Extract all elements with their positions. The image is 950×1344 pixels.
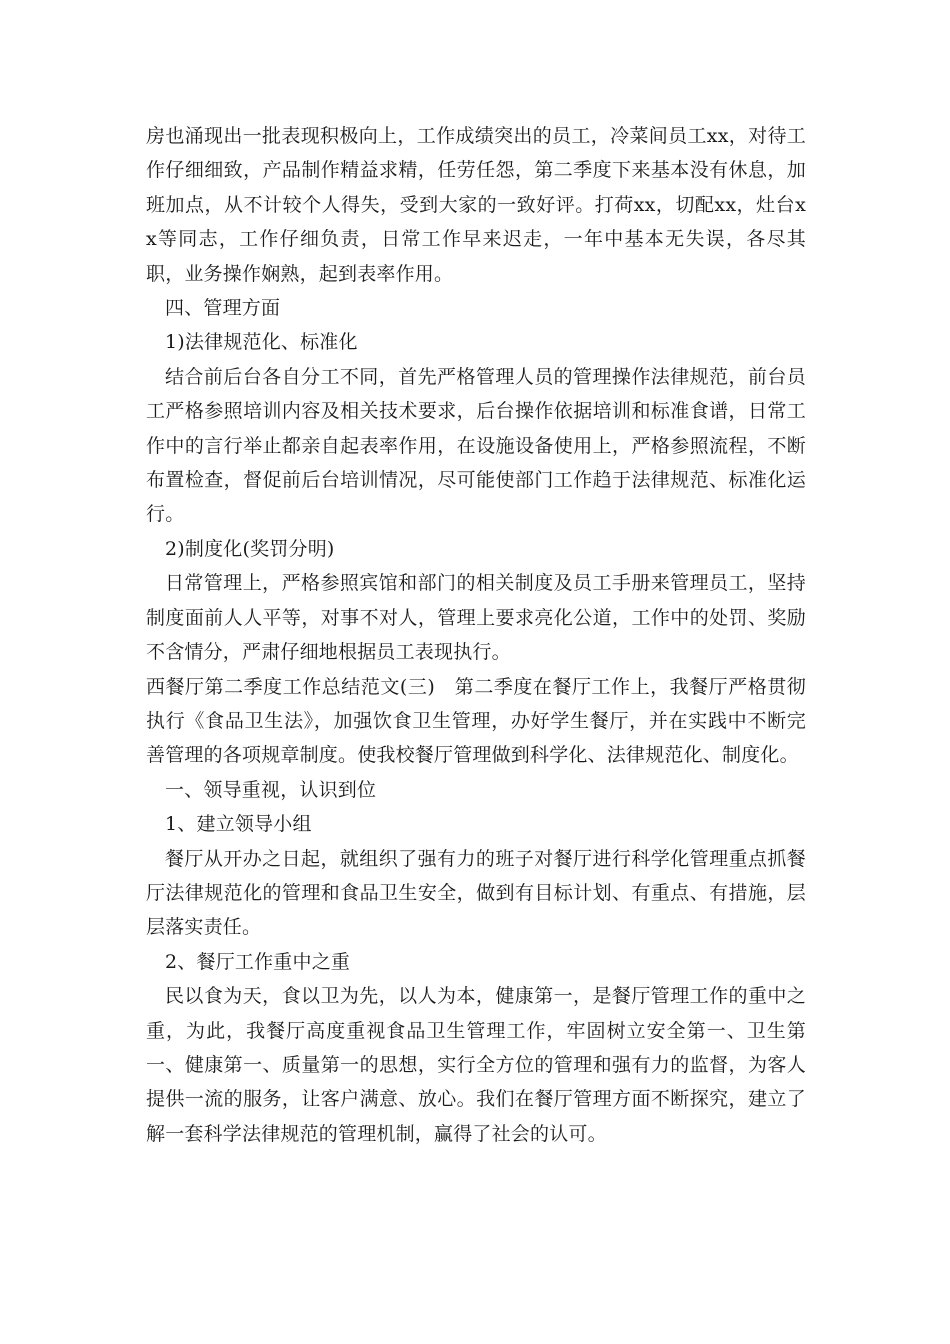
document-body [146,119,806,1151]
subheading-leadership-group: 1、建立领导小组 [165,813,312,836]
subheading-standardization: 1)法律规范化、标准化 [165,331,358,354]
subheading-institutionalization: 2)制度化(奖罚分明) [165,537,335,560]
paragraph-leadership-group: 餐厅从开办之日起，就组织了强有力的班子对餐厅进行科学化管理重点抓餐厅法律规范化的管理和食品卫生安全，做到有目标计划、有重点、有措施，层层落实责任。 [146,847,806,939]
paragraph-summary-three: 西餐厅第二季度工作总结范文(三) 第二季度在餐厅工作上，我餐厅严格贯彻执行《食品卫生法》，加强饮食卫生管理，办好学生餐厅，并在实践中不断完善管理的各项规章制度。使我校餐厅管理做到科学化、法律规范化、制度化。 [146,675,806,767]
paragraph-priority: 民以食为天，食以卫为先，以人为本，健康第一，是餐厅管理工作的重中之重，为此，我餐厅高度重视食品卫生管理工作，牢固树立安全第一、卫生第一、健康第一、质量第一的思想，实行全方位的管理和强有力的监督，为客人提供一流的服务，让客户满意、放心。我们在餐厅管理方面不断探究，建立了解一套科学法律规范的管理机制，赢得了社会的认可。 [146,985,806,1145]
paragraph-standardization: 结合前后台各自分工不同，首先严格管理人员的管理操作法律规范，前台员工严格参照培训内容及相关技术要求，后台操作依据培训和标准食谱，日常工作中的言行举止都亲自起表率作用，在设施设备使用上，严格参照流程，不断布置检查，督促前后台培训情况，尽可能使部门工作趋于法律规范、标准化运行。 [146,365,806,526]
paragraph-institutionalization: 日常管理上，严格参照宾馆和部门的相关制度及员工手册来管理员工，坚持制度面前人人平等，对事不对人，管理上要求亮化公道，工作中的处罚、奖励不含情分，严肃仔细地根据员工表现执行。 [146,572,806,664]
heading-leadership: 一、领导重视，认识到位 [165,778,377,801]
heading-management: 四、管理方面 [165,297,281,320]
paragraph-kitchen-staff: 房也涌现出一批表现积极向上，工作成绩突出的员工，冷菜间员工xx，对待工作仔细细致，产品制作精益求精，任劳任怨，第二季度下来基本没有休息，加班加点，从不计较个人得失，受到大家的一致好评。打荷xx，切配xx，灶台xx等同志，工作仔细负责，日常工作早来迟走，一年中基本无失误，各尽其职，业务操作娴熟，起到表率作用。 [146,125,806,285]
subheading-priority: 2、餐厅工作重中之重 [165,950,351,973]
